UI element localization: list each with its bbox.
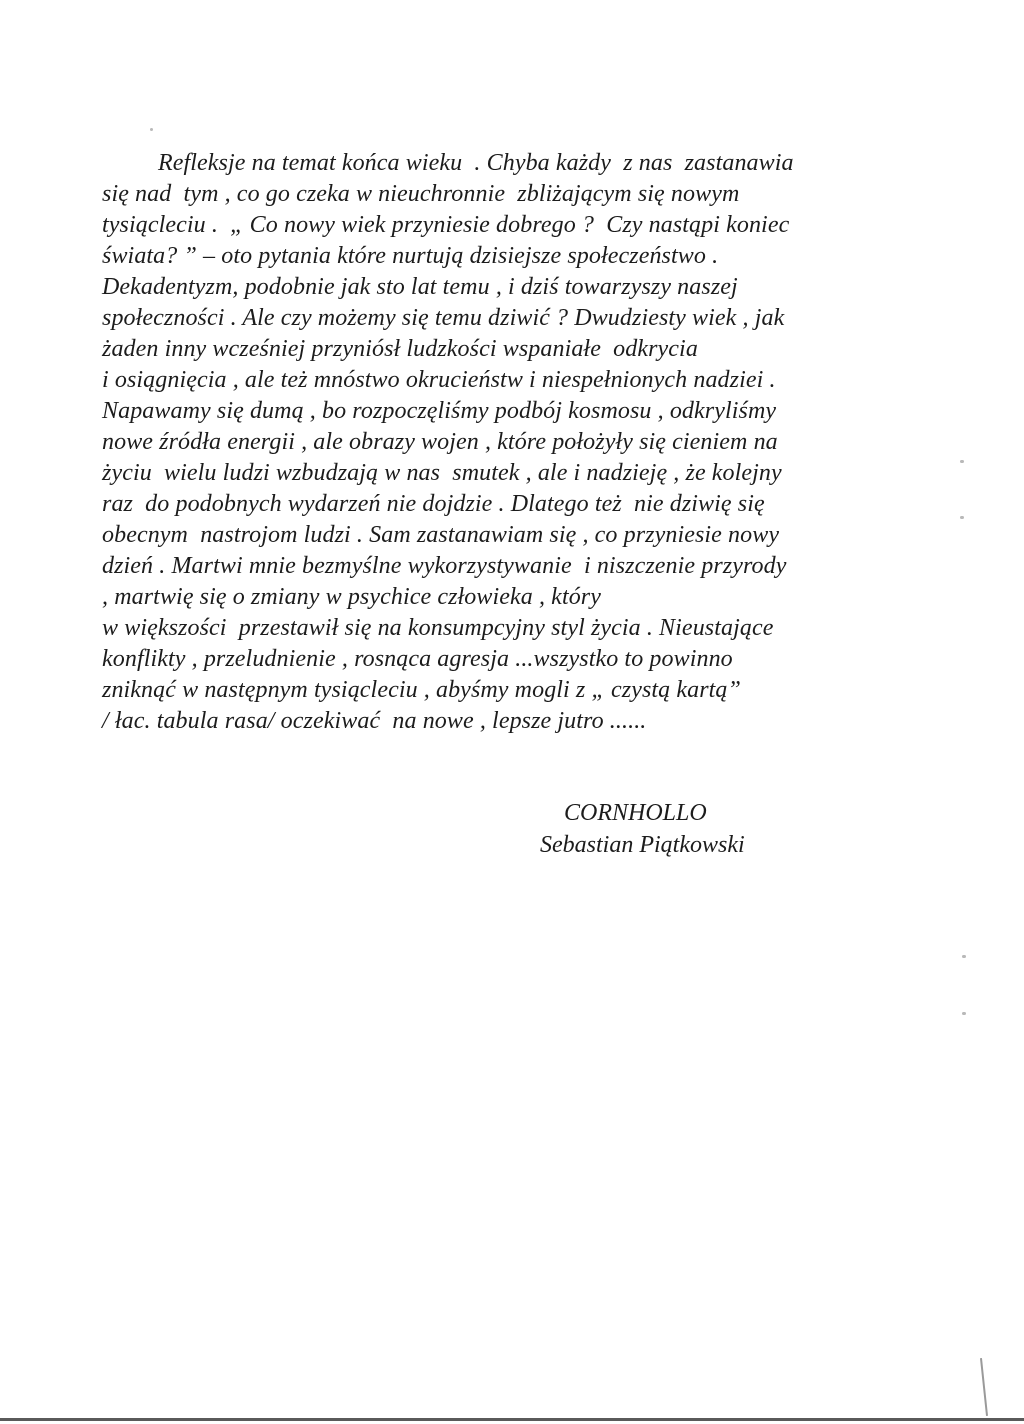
essay-line-1: Refleksje na temat końca wieku . Chyba każdy z nas zastanawia [158, 150, 794, 176]
essay-line-11: życiu wielu ludzi wzbudzają w nas smutek , ale i nadzieję , że kolejny [102, 460, 782, 486]
essay-line-2: się nad tym , co go czeka w nieuchronnie zbliżającym się nowym [102, 181, 740, 207]
scan-speck [962, 955, 966, 958]
essay-line-19: / łac. tabula rasa/ oczekiwać na nowe , lepsze jutro ...... [102, 708, 647, 734]
signature-name: Sebastian Piątkowski [540, 832, 745, 858]
essay-line-18: zniknąć w następnym tysiącleciu , abyśmy mogli z „ czystą kartą” [102, 677, 741, 703]
essay-line-13: obecnym nastrojom ludzi . Sam zastanawiam się , co przyniesie nowy [102, 522, 780, 548]
essay-line-15: , martwię się o zmiany w psychice człowieka , który [102, 584, 601, 610]
essay-line-3: tysiącleciu . „ Co nowy wiek przyniesie dobrego ? Czy nastąpi koniec [102, 212, 790, 238]
essay-line-7: żaden inny wcześniej przyniósł ludzkości wspaniałe odkrycia [102, 336, 698, 362]
essay-line-16: w większości przestawił się na konsumpcyjny styl życia . Nieustające [102, 615, 774, 641]
essay-line-4: świata? ” – oto pytania które nurtują dzisiejsze społeczeństwo . [102, 243, 719, 269]
signature-nickname: CORNHOLLO [564, 800, 707, 826]
essay-line-8: i osiągnięcia , ale też mnóstwo okrucieństw i niespełnionych nadziei . [102, 367, 776, 393]
signature-block [540, 797, 745, 861]
scan-speck [960, 516, 964, 519]
scan-bottom-edge [0, 1418, 1024, 1421]
essay-line-17: konflikty , przeludnienie , rosnąca agresja ...wszystko to powinno [102, 646, 733, 672]
essay-line-12: raz do podobnych wydarzeń nie dojdzie . Dlatego też nie dziwię się [102, 491, 765, 517]
scan-speck [150, 128, 153, 131]
essay-line-10: nowe źródła energii , ale obrazy wojen , które położyły się cieniem na [102, 429, 778, 455]
essay-line-9: Napawamy się dumą , bo rozpoczęliśmy podbój kosmosu , odkryliśmy [102, 398, 777, 424]
scan-edge-mark [980, 1358, 988, 1416]
scan-speck [962, 1012, 966, 1015]
scan-speck [960, 460, 964, 463]
essay-line-14: dzień . Martwi mnie bezmyślne wykorzystywanie i niszczenie przyrody [102, 553, 787, 579]
essay-line-6: społeczności . Ale czy możemy się temu dziwić ? Dwudziesty wiek , jak [102, 305, 785, 331]
essay-body [102, 148, 902, 737]
essay-line-5: Dekadentyzm, podobnie jak sto lat temu , i dziś towarzyszy naszej [102, 274, 738, 300]
